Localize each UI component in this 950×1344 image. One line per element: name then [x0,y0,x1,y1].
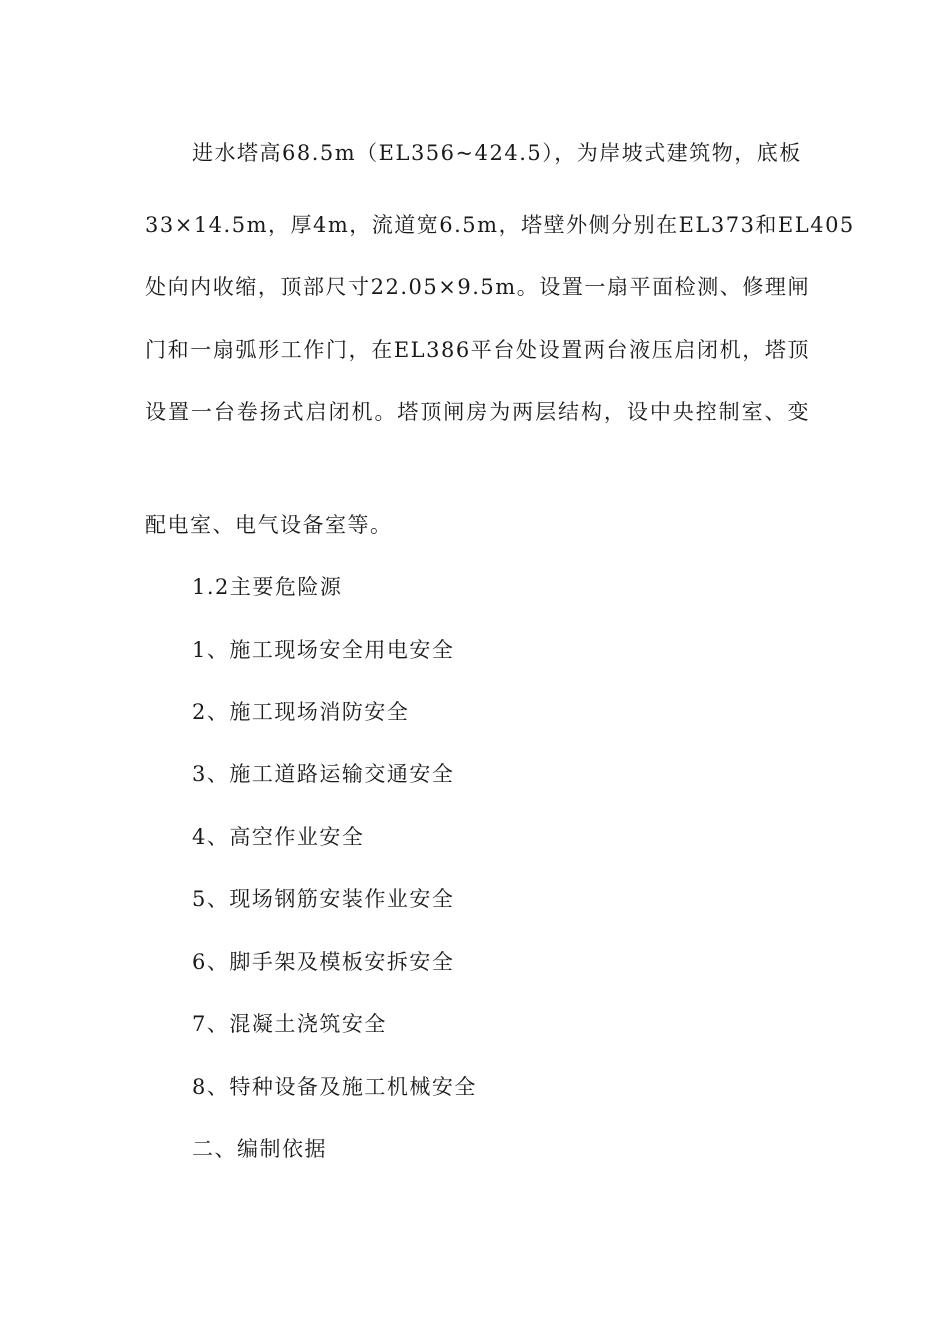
list-item: 1、施工现场安全用电安全 [192,638,455,662]
list-item: 6、脚手架及模板安拆安全 [192,950,455,974]
list-item: 2、施工现场消防安全 [192,700,410,724]
paragraph-line-5: 设置一台卷扬式启闭机。塔顶闸房为两层结构，设中央控制室、变 [145,400,810,424]
paragraph-line-2: 33×14.5m，厚4m，流道宽6.5m，塔壁外侧分别在EL373和EL405 [145,213,855,237]
list-item: 7、混凝土浇筑安全 [192,1012,387,1036]
paragraph-line-3: 处向内收缩，顶部尺寸22.05×9.5m。设置一扇平面检测、修理闸 [145,275,810,299]
paragraph-line-4: 门和一扇弧形工作门，在EL386平台处设置两台液压启闭机，塔顶 [145,338,810,362]
list-item: 5、现场钢筋安装作业安全 [192,887,455,911]
next-section-heading: 二、编制依据 [192,1137,327,1161]
section-heading: 1.2主要危险源 [192,575,343,599]
list-item: 3、施工道路运输交通安全 [192,762,455,786]
paragraph-line-6: 配电室、电气设备室等。 [145,513,393,537]
list-item: 8、特种设备及施工机械安全 [192,1075,477,1099]
paragraph-line-1: 进水塔高68.5m（EL356~424.5），为岸坡式建筑物，底板 [192,141,802,165]
list-item: 4、高空作业安全 [192,825,365,849]
